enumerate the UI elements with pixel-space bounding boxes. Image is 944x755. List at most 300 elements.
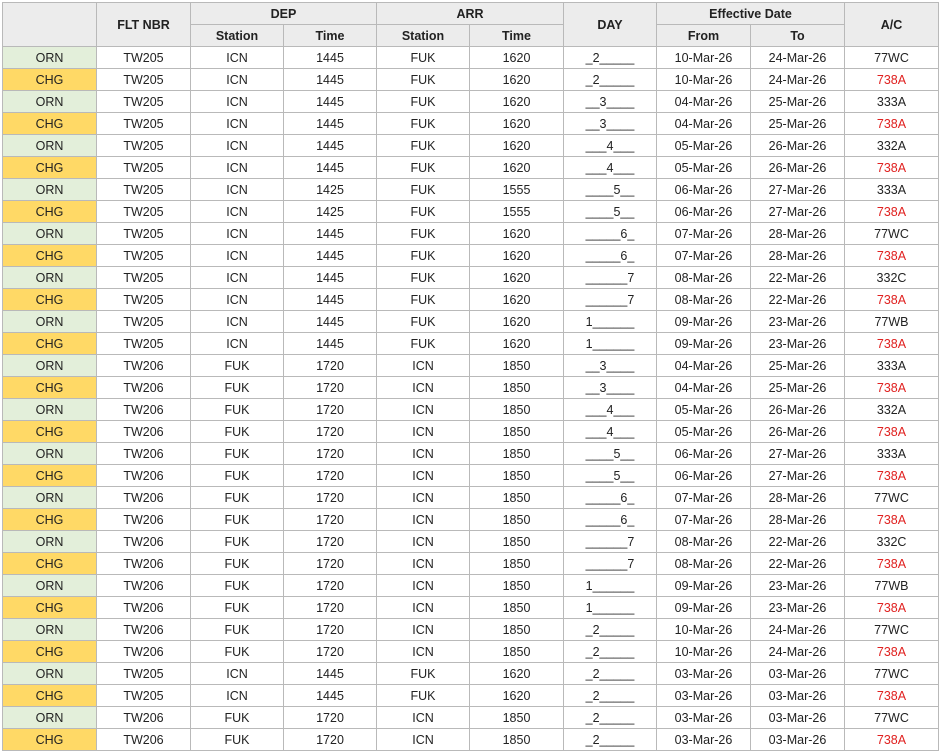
table-row: [3, 355, 939, 377]
flt-nbr-cell: TW206: [97, 487, 191, 509]
from-date-cell: 09-Mar-26: [657, 311, 751, 333]
arr-time-cell: 1850: [470, 707, 564, 729]
type-cell: ORN: [3, 487, 97, 509]
dep-station-cell: ICN: [191, 333, 284, 355]
dep-station-cell: FUK: [191, 487, 284, 509]
flt-nbr-cell: TW206: [97, 707, 191, 729]
day-cell: ____5__: [564, 179, 657, 201]
to-date-cell: 23-Mar-26: [751, 597, 845, 619]
type-cell: CHG: [3, 553, 97, 575]
flt-nbr-cell: TW206: [97, 399, 191, 421]
flt-nbr-cell: TW205: [97, 245, 191, 267]
arr-station-cell: ICN: [377, 421, 470, 443]
dep-time-cell: 1720: [284, 597, 377, 619]
dep-time-cell: 1720: [284, 399, 377, 421]
dep-station-cell: ICN: [191, 267, 284, 289]
from-date-cell: 08-Mar-26: [657, 289, 751, 311]
arr-time-cell: 1850: [470, 619, 564, 641]
arr-station-cell: FUK: [377, 201, 470, 223]
to-date-cell: 03-Mar-26: [751, 685, 845, 707]
arr-station-cell: FUK: [377, 47, 470, 69]
flt-nbr-cell: TW205: [97, 157, 191, 179]
dep-time-cell: 1445: [284, 311, 377, 333]
type-cell: ORN: [3, 399, 97, 421]
dep-time-cell: 1445: [284, 663, 377, 685]
day-cell: ___4___: [564, 399, 657, 421]
arr-station-cell: ICN: [377, 707, 470, 729]
type-cell: CHG: [3, 509, 97, 531]
type-cell: ORN: [3, 91, 97, 113]
ac-cell: 332A: [845, 399, 939, 421]
to-date-cell: 24-Mar-26: [751, 641, 845, 663]
from-date-cell: 06-Mar-26: [657, 465, 751, 487]
dep-header: DEP: [191, 3, 377, 25]
ac-cell: 77WC: [845, 487, 939, 509]
from-date-cell: 04-Mar-26: [657, 377, 751, 399]
from-date-cell: 04-Mar-26: [657, 91, 751, 113]
dep-time-cell: 1720: [284, 641, 377, 663]
dep-station-cell: FUK: [191, 443, 284, 465]
arr-time-cell: 1850: [470, 377, 564, 399]
to-date-cell: 26-Mar-26: [751, 399, 845, 421]
day-cell: _2_____: [564, 707, 657, 729]
flt-nbr-cell: TW205: [97, 113, 191, 135]
from-date-cell: 06-Mar-26: [657, 201, 751, 223]
arr-time-cell: 1850: [470, 399, 564, 421]
arr-time-cell: 1850: [470, 575, 564, 597]
arr-time-cell: 1850: [470, 597, 564, 619]
ac-cell: 77WC: [845, 47, 939, 69]
arr-station-cell: FUK: [377, 157, 470, 179]
from-date-cell: 09-Mar-26: [657, 575, 751, 597]
ac-cell: 738A: [845, 465, 939, 487]
ac-cell: 77WC: [845, 707, 939, 729]
flt-nbr-cell: TW206: [97, 597, 191, 619]
table-row: [3, 531, 939, 553]
arr-station-header: Station: [377, 25, 470, 47]
dep-station-cell: FUK: [191, 377, 284, 399]
to-date-cell: 22-Mar-26: [751, 553, 845, 575]
to-date-cell: 23-Mar-26: [751, 311, 845, 333]
day-cell: 1______: [564, 311, 657, 333]
type-cell: CHG: [3, 289, 97, 311]
from-date-cell: 07-Mar-26: [657, 487, 751, 509]
arr-time-cell: 1620: [470, 663, 564, 685]
dep-station-cell: ICN: [191, 179, 284, 201]
dep-time-cell: 1720: [284, 465, 377, 487]
flt-nbr-cell: TW206: [97, 641, 191, 663]
ac-cell: 738A: [845, 157, 939, 179]
dep-station-cell: ICN: [191, 201, 284, 223]
arr-station-cell: ICN: [377, 377, 470, 399]
from-date-cell: 08-Mar-26: [657, 531, 751, 553]
dep-time-cell: 1720: [284, 575, 377, 597]
day-cell: 1______: [564, 597, 657, 619]
to-date-cell: 24-Mar-26: [751, 69, 845, 91]
from-date-cell: 09-Mar-26: [657, 333, 751, 355]
day-cell: _2_____: [564, 619, 657, 641]
from-date-cell: 05-Mar-26: [657, 135, 751, 157]
type-cell: CHG: [3, 201, 97, 223]
day-cell: __3____: [564, 377, 657, 399]
to-date-cell: 23-Mar-26: [751, 575, 845, 597]
type-cell: CHG: [3, 421, 97, 443]
dep-time-cell: 1445: [284, 47, 377, 69]
dep-station-header: Station: [191, 25, 284, 47]
dep-time-cell: 1720: [284, 509, 377, 531]
type-cell: ORN: [3, 707, 97, 729]
ac-cell: 738A: [845, 289, 939, 311]
day-cell: __3____: [564, 113, 657, 135]
dep-station-cell: ICN: [191, 113, 284, 135]
arr-station-cell: ICN: [377, 465, 470, 487]
arr-station-cell: FUK: [377, 245, 470, 267]
type-cell: CHG: [3, 465, 97, 487]
to-date-cell: 28-Mar-26: [751, 223, 845, 245]
dep-station-cell: ICN: [191, 157, 284, 179]
to-date-cell: 25-Mar-26: [751, 91, 845, 113]
to-date-cell: 28-Mar-26: [751, 487, 845, 509]
arr-station-cell: FUK: [377, 333, 470, 355]
flt-nbr-cell: TW205: [97, 47, 191, 69]
table-row: [3, 157, 939, 179]
arr-time-cell: 1850: [470, 531, 564, 553]
table-row: [3, 597, 939, 619]
dep-time-cell: 1445: [284, 135, 377, 157]
arr-time-cell: 1620: [470, 267, 564, 289]
table-row: [3, 487, 939, 509]
day-cell: ______7: [564, 553, 657, 575]
ac-cell: 738A: [845, 333, 939, 355]
dep-station-cell: ICN: [191, 91, 284, 113]
dep-station-cell: FUK: [191, 421, 284, 443]
type-cell: CHG: [3, 157, 97, 179]
table-row: [3, 201, 939, 223]
type-header: [3, 3, 97, 47]
to-date-cell: 27-Mar-26: [751, 443, 845, 465]
table-row: [3, 91, 939, 113]
dep-time-cell: 1720: [284, 421, 377, 443]
table-row: [3, 399, 939, 421]
arr-time-cell: 1850: [470, 641, 564, 663]
arr-station-cell: ICN: [377, 487, 470, 509]
arr-station-cell: ICN: [377, 531, 470, 553]
day-cell: ___4___: [564, 157, 657, 179]
flt-nbr-cell: TW205: [97, 201, 191, 223]
table-row: [3, 509, 939, 531]
dep-time-cell: 1720: [284, 619, 377, 641]
dep-station-cell: ICN: [191, 311, 284, 333]
type-cell: ORN: [3, 267, 97, 289]
flt-nbr-cell: TW205: [97, 91, 191, 113]
arr-station-cell: ICN: [377, 443, 470, 465]
from-date-cell: 07-Mar-26: [657, 509, 751, 531]
arr-time-cell: 1620: [470, 113, 564, 135]
dep-station-cell: FUK: [191, 597, 284, 619]
to-date-cell: 28-Mar-26: [751, 245, 845, 267]
table-header: [3, 3, 939, 47]
from-date-cell: 10-Mar-26: [657, 641, 751, 663]
dep-time-cell: 1425: [284, 201, 377, 223]
dep-time-cell: 1720: [284, 729, 377, 751]
ac-cell: 332C: [845, 267, 939, 289]
ac-cell: 77WC: [845, 619, 939, 641]
flt-nbr-cell: TW206: [97, 575, 191, 597]
dep-time-cell: 1720: [284, 531, 377, 553]
table-row: [3, 47, 939, 69]
ac-cell: 738A: [845, 597, 939, 619]
to-date-cell: 26-Mar-26: [751, 157, 845, 179]
arr-time-cell: 1620: [470, 157, 564, 179]
dep-time-cell: 1720: [284, 707, 377, 729]
ac-cell: 738A: [845, 641, 939, 663]
ac-cell: 738A: [845, 729, 939, 751]
ac-cell: 738A: [845, 421, 939, 443]
table-row: [3, 69, 939, 91]
dep-time-cell: 1445: [284, 267, 377, 289]
table-row: [3, 707, 939, 729]
day-cell: 1______: [564, 575, 657, 597]
arr-time-header: Time: [470, 25, 564, 47]
arr-time-cell: 1620: [470, 685, 564, 707]
flt-nbr-cell: TW206: [97, 553, 191, 575]
arr-time-cell: 1850: [470, 509, 564, 531]
ac-cell: 738A: [845, 553, 939, 575]
flight-schedule-table: [2, 2, 939, 751]
arr-station-cell: ICN: [377, 597, 470, 619]
type-cell: ORN: [3, 443, 97, 465]
arr-station-cell: ICN: [377, 399, 470, 421]
arr-station-cell: FUK: [377, 69, 470, 91]
dep-station-cell: FUK: [191, 729, 284, 751]
day-cell: ______7: [564, 289, 657, 311]
type-cell: CHG: [3, 729, 97, 751]
dep-station-cell: ICN: [191, 685, 284, 707]
ac-cell: 738A: [845, 113, 939, 135]
table-row: [3, 289, 939, 311]
table-row: [3, 729, 939, 751]
dep-time-cell: 1445: [284, 91, 377, 113]
arr-time-cell: 1850: [470, 465, 564, 487]
ac-cell: 77WC: [845, 663, 939, 685]
arr-station-cell: ICN: [377, 355, 470, 377]
dep-time-cell: 1720: [284, 487, 377, 509]
to-date-cell: 26-Mar-26: [751, 421, 845, 443]
arr-time-cell: 1620: [470, 245, 564, 267]
arr-station-cell: FUK: [377, 663, 470, 685]
day-cell: _____6_: [564, 509, 657, 531]
arr-time-cell: 1850: [470, 487, 564, 509]
flt-nbr-cell: TW205: [97, 69, 191, 91]
flt-nbr-cell: TW206: [97, 377, 191, 399]
day-cell: _____6_: [564, 223, 657, 245]
ac-cell: 738A: [845, 685, 939, 707]
day-cell: ____5__: [564, 465, 657, 487]
type-cell: CHG: [3, 245, 97, 267]
table-row: [3, 245, 939, 267]
day-header: DAY: [564, 3, 657, 47]
from-date-cell: 04-Mar-26: [657, 355, 751, 377]
arr-station-cell: ICN: [377, 641, 470, 663]
flt-nbr-cell: TW205: [97, 135, 191, 157]
dep-station-cell: ICN: [191, 663, 284, 685]
ac-cell: 332C: [845, 531, 939, 553]
flt-nbr-cell: TW205: [97, 179, 191, 201]
type-cell: ORN: [3, 47, 97, 69]
dep-station-cell: FUK: [191, 355, 284, 377]
arr-station-cell: FUK: [377, 289, 470, 311]
arr-station-cell: FUK: [377, 223, 470, 245]
to-date-cell: 24-Mar-26: [751, 47, 845, 69]
dep-station-cell: FUK: [191, 531, 284, 553]
table-row: [3, 685, 939, 707]
from-date-cell: 04-Mar-26: [657, 113, 751, 135]
from-date-cell: 06-Mar-26: [657, 443, 751, 465]
table-row: [3, 465, 939, 487]
flt-nbr-cell: TW205: [97, 333, 191, 355]
day-cell: _2_____: [564, 729, 657, 751]
to-date-cell: 24-Mar-26: [751, 619, 845, 641]
type-cell: ORN: [3, 619, 97, 641]
to-date-cell: 27-Mar-26: [751, 179, 845, 201]
dep-station-cell: ICN: [191, 245, 284, 267]
from-date-cell: 03-Mar-26: [657, 729, 751, 751]
type-cell: ORN: [3, 223, 97, 245]
from-date-cell: 05-Mar-26: [657, 157, 751, 179]
table-row: [3, 223, 939, 245]
type-cell: CHG: [3, 69, 97, 91]
dep-station-cell: ICN: [191, 135, 284, 157]
arr-station-cell: ICN: [377, 729, 470, 751]
table-row: [3, 135, 939, 157]
ac-cell: 738A: [845, 509, 939, 531]
arr-station-cell: ICN: [377, 509, 470, 531]
from-date-cell: 10-Mar-26: [657, 69, 751, 91]
to-date-cell: 28-Mar-26: [751, 509, 845, 531]
type-cell: ORN: [3, 311, 97, 333]
dep-station-cell: ICN: [191, 289, 284, 311]
arr-time-cell: 1620: [470, 223, 564, 245]
from-date-cell: 09-Mar-26: [657, 597, 751, 619]
type-cell: ORN: [3, 355, 97, 377]
from-date-cell: 03-Mar-26: [657, 685, 751, 707]
flt-nbr-cell: TW205: [97, 663, 191, 685]
flt-nbr-cell: TW205: [97, 311, 191, 333]
table-row: [3, 311, 939, 333]
table-row: [3, 443, 939, 465]
table-row: [3, 619, 939, 641]
effective-date-header: Effective Date: [657, 3, 845, 25]
day-cell: _2_____: [564, 641, 657, 663]
arr-time-cell: 1850: [470, 729, 564, 751]
ac-cell: 738A: [845, 201, 939, 223]
dep-station-cell: FUK: [191, 641, 284, 663]
dep-station-cell: FUK: [191, 399, 284, 421]
ac-cell: 738A: [845, 245, 939, 267]
dep-time-cell: 1720: [284, 443, 377, 465]
arr-station-cell: ICN: [377, 553, 470, 575]
to-date-cell: 25-Mar-26: [751, 113, 845, 135]
to-date-cell: 25-Mar-26: [751, 377, 845, 399]
dep-time-cell: 1445: [284, 157, 377, 179]
flt-nbr-cell: TW206: [97, 355, 191, 377]
flt-nbr-header: FLT NBR: [97, 3, 191, 47]
flt-nbr-cell: TW206: [97, 421, 191, 443]
arr-time-cell: 1850: [470, 421, 564, 443]
ac-header: A/C: [845, 3, 939, 47]
dep-time-cell: 1445: [284, 289, 377, 311]
arr-time-cell: 1620: [470, 333, 564, 355]
arr-station-cell: FUK: [377, 179, 470, 201]
day-cell: _2_____: [564, 69, 657, 91]
table-row: [3, 553, 939, 575]
type-cell: ORN: [3, 179, 97, 201]
arr-time-cell: 1850: [470, 443, 564, 465]
flt-nbr-cell: TW206: [97, 729, 191, 751]
flt-nbr-cell: TW205: [97, 685, 191, 707]
arr-time-cell: 1620: [470, 135, 564, 157]
from-header: From: [657, 25, 751, 47]
day-cell: ____5__: [564, 201, 657, 223]
day-cell: _2_____: [564, 663, 657, 685]
to-date-cell: 03-Mar-26: [751, 707, 845, 729]
dep-station-cell: FUK: [191, 575, 284, 597]
to-date-cell: 25-Mar-26: [751, 355, 845, 377]
type-cell: CHG: [3, 113, 97, 135]
arr-station-cell: FUK: [377, 311, 470, 333]
dep-time-header: Time: [284, 25, 377, 47]
table-row: [3, 641, 939, 663]
dep-station-cell: ICN: [191, 223, 284, 245]
arr-time-cell: 1620: [470, 69, 564, 91]
to-date-cell: 23-Mar-26: [751, 333, 845, 355]
arr-time-cell: 1620: [470, 311, 564, 333]
table-row: [3, 113, 939, 135]
dep-time-cell: 1445: [284, 333, 377, 355]
day-cell: _____6_: [564, 245, 657, 267]
table-row: [3, 333, 939, 355]
from-date-cell: 07-Mar-26: [657, 245, 751, 267]
arr-time-cell: 1555: [470, 179, 564, 201]
table-row: [3, 179, 939, 201]
dep-station-cell: FUK: [191, 509, 284, 531]
ac-cell: 333A: [845, 179, 939, 201]
dep-station-cell: FUK: [191, 707, 284, 729]
dep-time-cell: 1445: [284, 113, 377, 135]
dep-time-cell: 1445: [284, 245, 377, 267]
to-date-cell: 03-Mar-26: [751, 729, 845, 751]
to-date-cell: 22-Mar-26: [751, 289, 845, 311]
dep-time-cell: 1445: [284, 223, 377, 245]
dep-station-cell: ICN: [191, 69, 284, 91]
flt-nbr-cell: TW206: [97, 465, 191, 487]
arr-station-cell: FUK: [377, 91, 470, 113]
arr-time-cell: 1850: [470, 355, 564, 377]
day-cell: _____6_: [564, 487, 657, 509]
arr-station-cell: FUK: [377, 113, 470, 135]
day-cell: 1______: [564, 333, 657, 355]
type-cell: ORN: [3, 663, 97, 685]
flt-nbr-cell: TW206: [97, 443, 191, 465]
ac-cell: 333A: [845, 91, 939, 113]
to-date-cell: 22-Mar-26: [751, 531, 845, 553]
ac-cell: 333A: [845, 355, 939, 377]
to-date-cell: 27-Mar-26: [751, 201, 845, 223]
day-cell: ______7: [564, 267, 657, 289]
from-date-cell: 08-Mar-26: [657, 553, 751, 575]
type-cell: CHG: [3, 333, 97, 355]
arr-time-cell: 1620: [470, 289, 564, 311]
